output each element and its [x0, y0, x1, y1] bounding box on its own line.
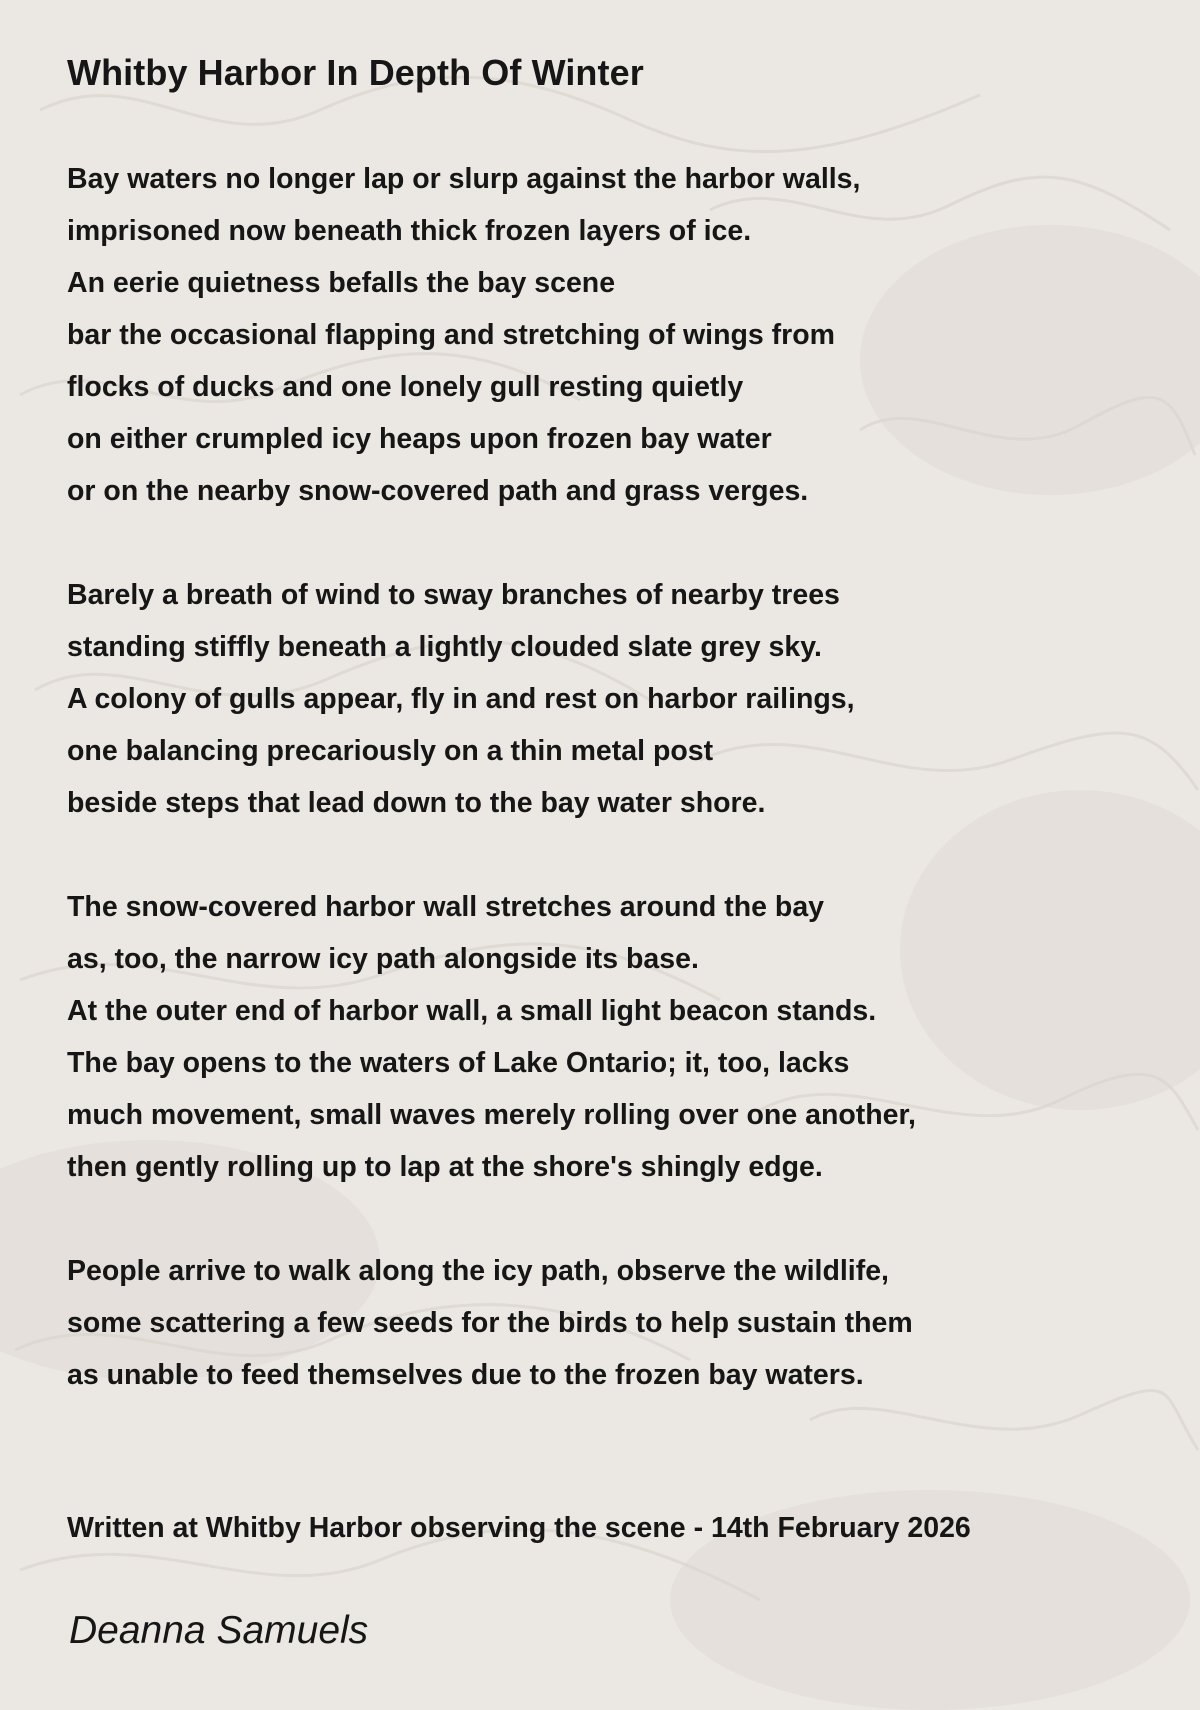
poem-line: Bay waters no longer lap or slurp against the harbor walls,	[67, 163, 861, 195]
poem-line: much movement, small waves merely rolling over one another,	[67, 1099, 916, 1131]
poem-line: bar the occasional flapping and stretching of wings from	[67, 319, 835, 351]
poem-line: The bay opens to the waters of Lake Ontario; it, too, lacks	[67, 1047, 850, 1079]
poem-title: Whitby Harbor In Depth Of Winter	[67, 52, 644, 93]
stanza-2	[67, 569, 1167, 829]
poem-line: flocks of ducks and one lonely gull resting quietly	[67, 371, 744, 403]
poem-line: imprisoned now beneath thick frozen layers of ice.	[67, 215, 752, 247]
poem-line: or on the nearby snow-covered path and grass verges.	[67, 475, 809, 507]
poem-line: then gently rolling up to lap at the shore's shingly edge.	[67, 1151, 823, 1183]
poem-body	[67, 153, 1167, 1453]
stanza-4	[67, 1245, 1167, 1401]
poem-line: one balancing precariously on a thin metal post	[67, 735, 714, 767]
poem-line: as unable to feed themselves due to the frozen bay waters.	[67, 1359, 864, 1391]
poem-line: some scattering a few seeds for the birds to help sustain them	[67, 1307, 913, 1339]
poem-line: Barely a breath of wind to sway branches of nearby trees	[67, 579, 840, 611]
stanza-1	[67, 153, 1167, 517]
poem-line: An eerie quietness befalls the bay scene	[67, 267, 616, 299]
stanza-3	[67, 881, 1167, 1193]
poem-line: standing stiffly beneath a lightly clouded slate grey sky.	[67, 631, 822, 663]
poem-line: on either crumpled icy heaps upon frozen bay water	[67, 423, 772, 455]
poem-line: A colony of gulls appear, fly in and rest on harbor railings,	[67, 683, 855, 715]
poem-line: People arrive to walk along the icy path, observe the wildlife,	[67, 1255, 889, 1287]
poem-line: as, too, the narrow icy path alongside its base.	[67, 943, 699, 975]
poem-line: At the outer end of harbor wall, a small light beacon stands.	[67, 995, 877, 1027]
poem-footnote: Written at Whitby Harbor observing the scene - 14th February 2026	[67, 1512, 971, 1544]
poem-line: The snow-covered harbor wall stretches around the bay	[67, 891, 825, 923]
poem-author: Deanna Samuels	[69, 1609, 369, 1652]
poem-line: beside steps that lead down to the bay water shore.	[67, 787, 766, 819]
